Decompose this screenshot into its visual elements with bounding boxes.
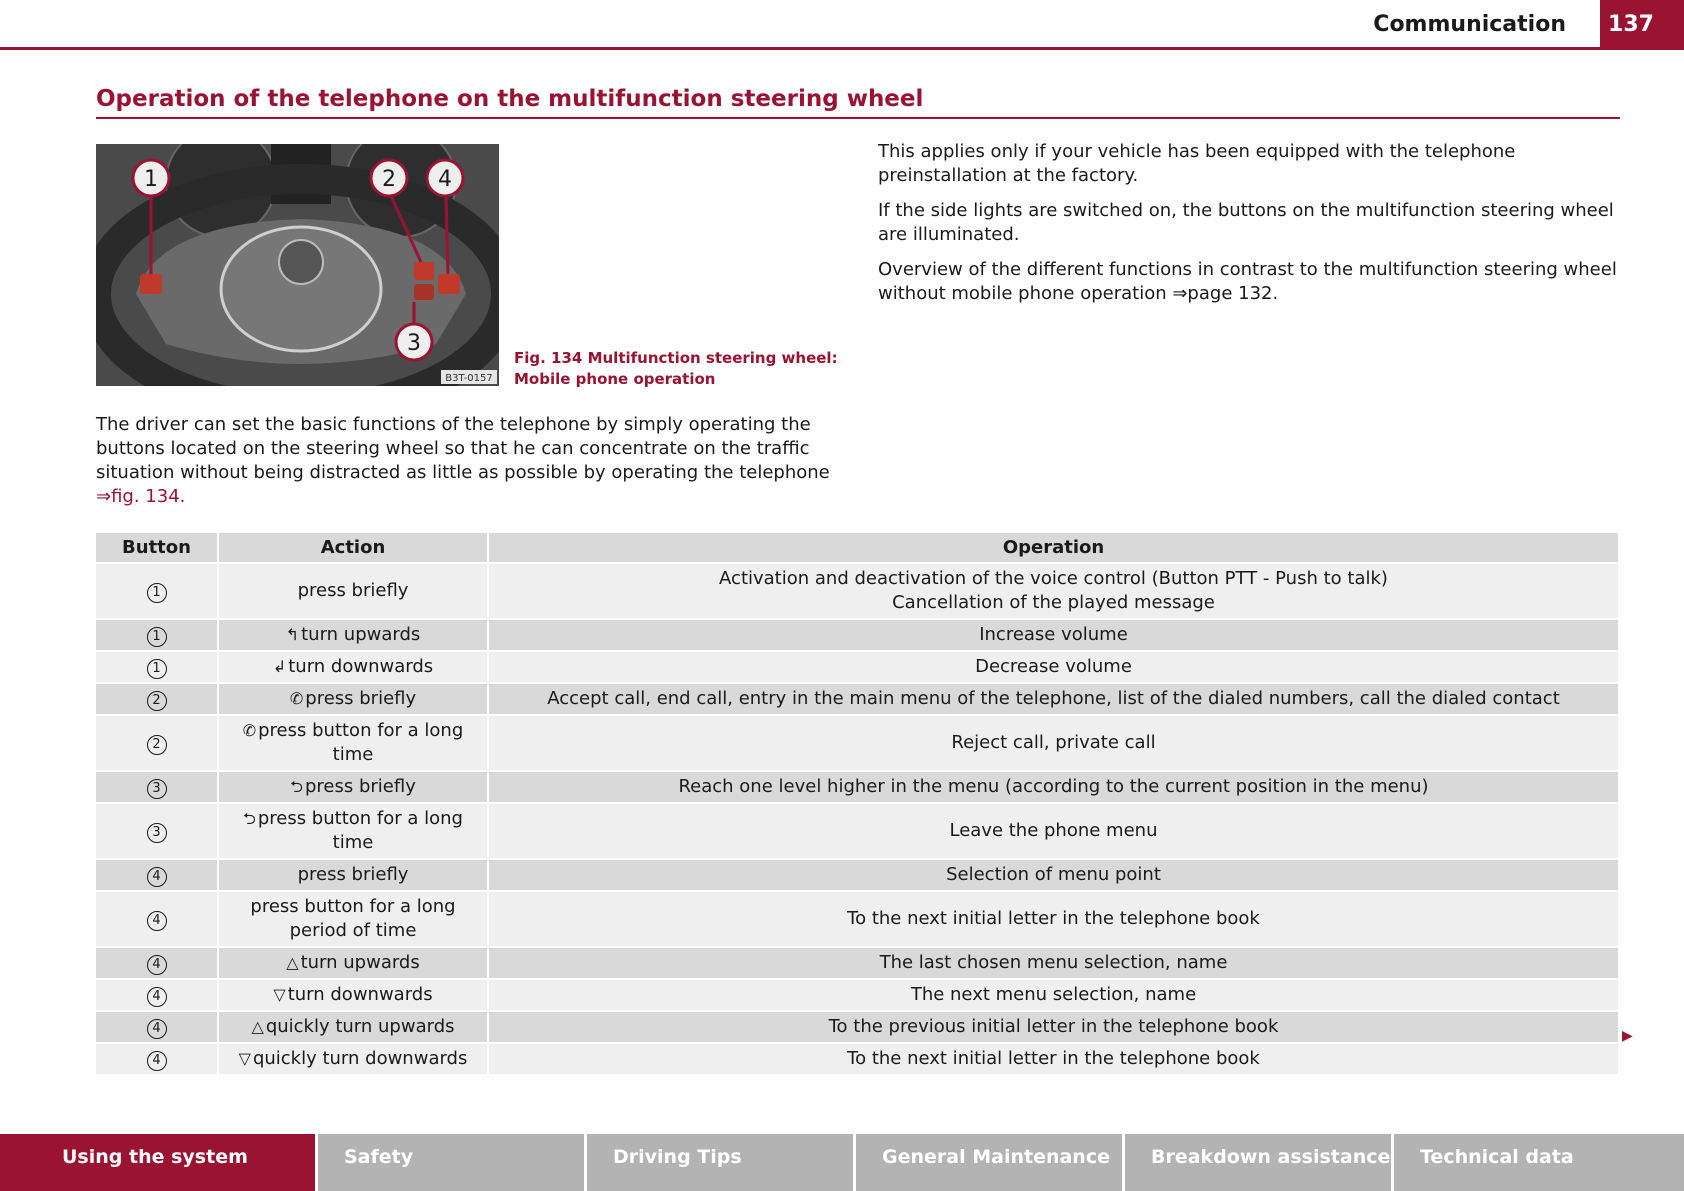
table-row (96, 1011, 1619, 1043)
table-row (96, 651, 1619, 683)
action-cell (218, 683, 488, 715)
action-cell (218, 771, 488, 803)
action-cell (218, 979, 488, 1011)
button-cell (96, 563, 218, 619)
action-cell (218, 715, 488, 771)
paragraph-preinstallation: This applies only if your vehicle has been equipped with the telephone preinstallation at the factory. (878, 141, 1516, 186)
button-number-badge: 4 (147, 1019, 167, 1039)
paragraph-overview: Overview of the different functions in contrast to the multifunction steering wheel without mobile phone operation ⇒page 132. (878, 259, 1617, 304)
operation-cell (488, 947, 1619, 979)
paragraph-driver (96, 413, 841, 509)
button-cell (96, 683, 218, 715)
button-cell (96, 979, 218, 1011)
action-cell (218, 1043, 488, 1074)
table-row (96, 619, 1619, 651)
table-row (96, 859, 1619, 891)
button-cell (96, 859, 218, 891)
operation-text: To the next initial letter in the telephone book (847, 908, 1260, 929)
table-header-row (96, 533, 1619, 563)
action-cell (218, 859, 488, 891)
button-number-badge: 2 (147, 691, 167, 711)
button-number-badge: 4 (147, 955, 167, 975)
action-icon: ⮌ (290, 777, 303, 796)
button-number-badge: 2 (147, 735, 167, 755)
operation-cell (488, 619, 1619, 651)
button-number-badge: 1 (147, 659, 167, 679)
footer-tabs (0, 1134, 1684, 1191)
operation-text: To the previous initial letter in the telephone book (828, 1016, 1279, 1037)
paragraph-illumination: If the side lights are switched on, the buttons on the multifunction steering wheel are illuminated. (878, 200, 1614, 245)
action-text: turn downwards (287, 984, 433, 1005)
operation-cell (488, 803, 1619, 859)
header-operation: Operation (488, 533, 1619, 563)
action-icon: ⮌ (243, 809, 256, 828)
operation-text: To the next initial letter in the telephone book (847, 1048, 1260, 1069)
action-cell (218, 563, 488, 619)
tab-using-the-system[interactable]: Using the system (0, 1134, 318, 1191)
action-text: turn upwards (301, 624, 421, 645)
section-title: Operation of the telephone on the multifunction steering wheel (96, 86, 924, 112)
button-cell (96, 619, 218, 651)
action-icon: ✆ (242, 721, 257, 740)
action-icon: ✆ (289, 689, 304, 708)
action-text: press briefly (305, 688, 417, 709)
table-row (96, 1043, 1619, 1074)
operation-cell (488, 979, 1619, 1011)
header-rule (0, 47, 1684, 50)
operation-text: Accept call, end call, entry in the main menu of the telephone, list of the dialed numbers, call the dialed contact (547, 688, 1560, 709)
button-cell (96, 651, 218, 683)
action-text: quickly turn downwards (252, 1048, 468, 1069)
operation-cell (488, 715, 1619, 771)
table-row (96, 715, 1619, 771)
operation-cell (488, 859, 1619, 891)
button-number-badge: 3 (147, 823, 167, 843)
paragraph-driver-text: The driver can set the basic functions of the telephone by simply operating the buttons located on the steering wheel so that he can concentrate on the traffic situation without being distracted as little as possible by operating the telephone (96, 414, 830, 483)
button-number-badge: 1 (147, 627, 167, 647)
action-icon: ↲ (272, 657, 287, 676)
header-button: Button (96, 533, 218, 563)
action-text: turn upwards (300, 952, 420, 973)
operation-cell (488, 1043, 1619, 1074)
chapter-title: Communication (1373, 12, 1566, 37)
action-text: press briefly (297, 580, 409, 601)
action-icon: ▽ (273, 985, 286, 1004)
button-cell (96, 715, 218, 771)
button-number-badge: 4 (147, 867, 167, 887)
operation-cell (488, 563, 1619, 619)
operation-text-secondary: Cancellation of the played message (892, 592, 1215, 613)
header-action: Action (218, 533, 488, 563)
callout-4-label: 4 (438, 167, 452, 192)
action-cell (218, 947, 488, 979)
operation-text: Activation and deactivation of the voice control (Button PTT - Push to talk) (719, 568, 1388, 589)
figure-caption: Fig. 134 Multifunction steering wheel: Mobile phone operation (514, 349, 838, 388)
button-cell (96, 891, 218, 947)
button-cell (96, 803, 218, 859)
button-cell (96, 771, 218, 803)
callout-3-label: 3 (407, 331, 421, 356)
operation-cell (488, 891, 1619, 947)
action-icon: ↰ (285, 625, 300, 644)
action-icon: △ (286, 953, 299, 972)
operation-text: Reach one level higher in the menu (according to the current position in the menu) (678, 776, 1429, 797)
tab-general-maintenance[interactable]: General Maintenance (856, 1134, 1125, 1191)
action-text: press briefly (297, 864, 409, 885)
figure-reference-link[interactable]: ⇒fig. 134. (96, 486, 186, 507)
operation-cell (488, 651, 1619, 683)
button-cell (96, 1043, 218, 1074)
button-number-badge: 3 (147, 779, 167, 799)
action-text: press button for a long time (258, 720, 464, 765)
operation-text: The last chosen menu selection, name (879, 952, 1228, 973)
action-text: turn downwards (288, 656, 434, 677)
operation-cell (488, 683, 1619, 715)
tab-technical-data[interactable]: Technical data (1394, 1134, 1684, 1191)
table-row (96, 563, 1619, 619)
action-icon: ▽ (238, 1049, 251, 1068)
action-text: quickly turn upwards (265, 1016, 455, 1037)
operation-text: Decrease volume (975, 656, 1132, 677)
image-code: B3T-0157 (445, 373, 493, 384)
operation-text: Reject call, private call (951, 732, 1156, 753)
operation-text: The next menu selection, name (910, 984, 1197, 1005)
action-text: press briefly (304, 776, 416, 797)
action-cell (218, 651, 488, 683)
button-number-badge: 4 (147, 911, 167, 931)
button-number-badge: 1 (147, 583, 167, 603)
table-row (96, 803, 1619, 859)
action-icon: △ (251, 1017, 264, 1036)
button-cell (96, 1011, 218, 1043)
page-number: 137 (1600, 0, 1684, 49)
tab-safety[interactable]: Safety (318, 1134, 587, 1191)
callout-1-label: 1 (144, 167, 158, 192)
tab-driving-tips[interactable]: Driving Tips (587, 1134, 856, 1191)
table-row (96, 891, 1619, 947)
button-number-badge: 4 (147, 987, 167, 1007)
action-text: press button for a long time (257, 808, 463, 853)
table-row (96, 947, 1619, 979)
operation-text: Increase volume (979, 624, 1128, 645)
action-cell (218, 1011, 488, 1043)
operation-cell (488, 1011, 1619, 1043)
table-row (96, 771, 1619, 803)
continue-arrow-icon: ▶ (1622, 1028, 1633, 1044)
operation-cell (488, 771, 1619, 803)
button-number-badge: 4 (147, 1051, 167, 1071)
tab-breakdown-assistance[interactable]: Breakdown assistance (1125, 1134, 1394, 1191)
button-cell (96, 947, 218, 979)
operation-text: Leave the phone menu (949, 820, 1158, 841)
steering-wheel-illustration (96, 144, 499, 386)
action-cell (218, 803, 488, 859)
action-text: press button for a long period of time (250, 896, 456, 941)
table-row (96, 683, 1619, 715)
section-rule (96, 117, 1620, 119)
action-cell (218, 891, 488, 947)
action-cell (218, 619, 488, 651)
operations-table (96, 533, 1620, 1074)
callout-2-label: 2 (382, 167, 396, 192)
steering-wheel-figure (96, 144, 499, 386)
table-row (96, 979, 1619, 1011)
operation-text: Selection of menu point (946, 864, 1161, 885)
